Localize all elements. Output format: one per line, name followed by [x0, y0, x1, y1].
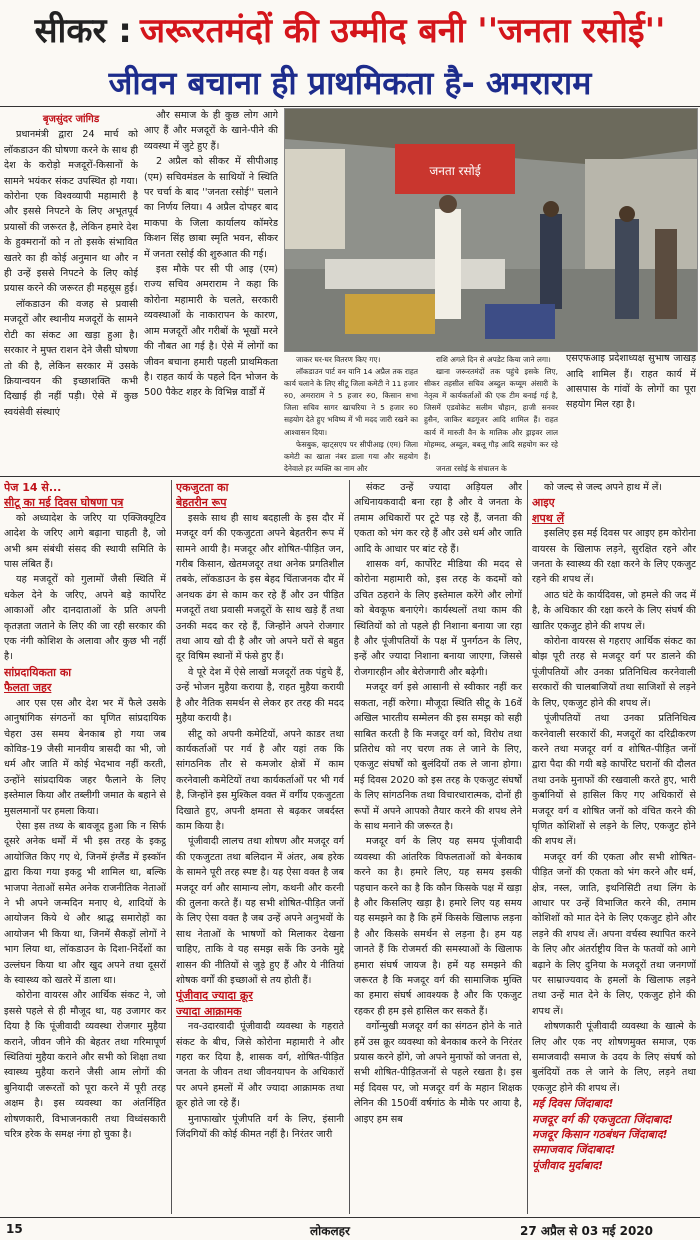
slogan: मजदूर वर्ग की एकजुटता जिंदाबाद! — [532, 1112, 674, 1126]
section-heading: बेहतरीन रूप — [176, 496, 227, 510]
headline-subtitle: जीवन बचाना ही प्राथमिकता है- अमराराम — [108, 64, 592, 102]
section-heading: सांप्रदायिकता का — [4, 665, 72, 679]
article-paragraph: यह मजदूरों को गुलामों जैसी स्थिति में धकेल देने के जरिए, अपने बड़े कार्पोरेट आकाओं और दानदाताओं के प्रति अपनी कृतज्ञता जताने के लिए की जा रही सरकार की एक नंगी कोशिश के अलावा और कुछ भी नहीं है। — [4, 574, 166, 663]
publication-name: लोकलहर — [310, 1224, 350, 1238]
article-paragraph: आठ घंटे के कार्यदिवस, जो हमले की जद में है, के अधिकार की रक्षा करने के लिए संघर्ष की खातिर एकजुट होने की शपथ लें। — [532, 589, 696, 632]
article-paragraph: को जल्द से जल्द अपने हाथ में लें। — [544, 482, 663, 493]
article-paragraph: लॉकडाउन की वजह से प्रवासी मजदूरों और स्थानीय मजदूरों के सामने रोटी का संकट आ खड़ा हुआ है। सरकार ने मुफ्त राशन देने जैसी घोषणा तो की है, लेकिन सरकार में उसके क्रियान्वयन की इच्छाशक्ति कभी दिखाई ही नहीं पड़ी। ऐसे में कुछ स्वयंसेवी संस्थाएं — [4, 298, 138, 418]
article-paragraph: वे पूरे देश में ऐसे लाखों मजदूरों तक पंहुचे हैं, उन्हें भोजन मुहैया कराया है, राहत मुहैया करायी है और नैतिक समर्थन से लेकर हर तरह की मदद मुहैया करायी है। — [176, 666, 344, 725]
column-rule — [171, 480, 172, 1214]
article-paragraph: मजदूर वर्ग की एकता और सभी शोषित-पीड़ित जनों की एकता को भंग करने और धर्म, क्षेत्र, नस्ल, जाति, इथनिसिटी तथा लिंग के आधार पर उन्हें विभाजित करने की, तमाम कोशिशों को मात देने के लिए एकजुट होने और लड़ने की शपथ लें। अपना वर्चस्व स्थापित करने के लिए और अंतर्राष्ट्रीय वित्त के फतवों को आगे बढ़ाने के लिए दुनिया के मजदूरों तथा जनगणों पर साम्राज्यवाद के हमलों के खिलाफ लड़ने तथा उन्हें मात देने के लिए, एकजुट होने की शपथ लें। — [532, 851, 696, 1017]
article-paragraph: मुनाफाखोर पूंजीपति वर्ग के लिए, इंसानी जिंदगियों की कोई कीमत नहीं है। निरंतर जारी — [176, 1113, 344, 1141]
section-heading: पेज 14 से... — [4, 481, 62, 494]
article-paragraph: जनता रसोई के संचालन के — [436, 463, 507, 473]
article-paragraph: खाना जरूरतमंदों तक पहुंचे इसके लिए, सीकर तहसील सचिव अब्दुल कय्यूम अंसारी के नेतृत्व में कार्यकर्ताओं की एक टीम बनाई गई है, जिसमें एडवोकेट सलीम चौहान, हाजी सनवर हुसैन, जाकिर बडगूजर आदि शामिल हैं। राहत कार्य में मारुती वैन के मालिक और ड्राइवर लाल मोहम्मद, अब्दुल, बबलू गौड़ आदि सहयोग कर रहे हैं। — [424, 367, 558, 461]
article-paragraph: नव-उदारवादी पूंजीवादी व्यवस्था के गहराते संकट के बीच, जिसे कोरोना महामारी ने और गहरा कर दिया है, शासक वर्ग, शोषित-पीड़ित जनता के जीवन तथा जीवनयापन के अधिकारों पर अपने हमलों में और ज्यादा आक्रामक तथा क्रूर होते जा रहे हैं। — [176, 1021, 344, 1110]
slogan: समाजवाद जिंदाबाद! — [532, 1143, 616, 1157]
issue-date: 27 अप्रैल से 03 मई 2020 — [520, 1224, 653, 1238]
section-heading: सीटू का मई दिवस घोषणा पत्र — [4, 496, 124, 510]
section-heading: पूंजीवाद ज्यादा क्रूर — [176, 989, 253, 1003]
lower-column-2 — [176, 480, 344, 1214]
section-heading: फैलता जहर — [4, 681, 52, 695]
article-paragraph: कोरोना वायरस से गहराए आर्थिक संकट का बोझ पूरी तरह से मजदूर वर्ग पर डालने की पूंजीपतियों और उनका प्रतिनिधित्व करनेवाली सरकारों की चालबाजियों तथा साजिशों से लड़ने के लिए, एकजुट होने की शपथ लें। — [532, 636, 696, 709]
section-heading: ज्यादा आक्रामक — [176, 1004, 242, 1018]
article-paragraph: आर एस एस और देश भर में फैले उसके आनुषांगिक संगठनों का घृणित सांप्रदायिक चेहरा उस समय बेनकाब हो गया जब कोविड-19 जैसी मानवीय त्रासदी का भी, जो धर्म और जाति में कोई भेदभाव नहीं करती, उन्होंने सांप्रदायिक जहर फैलाने के लिए इस्तेमाल किया और तब्लीगी जमात के बहाने से मुसलमानों पर हमला किया। — [4, 697, 166, 817]
column-rule — [527, 480, 528, 1214]
article-paragraph: शासक वर्ग, कार्पोरेट मीडिया की मदद से कोरोना महामारी को, इस तरह के कदमों को उचित ठहराने के लिए इस्तेमाल करेंगे और लोगों को बेवकूफ बनाएंगे। कार्यस्थलों तथा काम की स्थितियों को तो पहले ही निशाना बनाया जा रहा है और पूंजीपतियों के पक्ष में पुनर्गठन के लिए, इन्हें और ज्यादा निशाना बनाया जाएगा, जिससे रोजगारहीन और बेरोजगारी और बढ़ेगी। — [354, 559, 522, 678]
article-paragraph: मजदूर वर्ग इसे आसानी से स्वीकार नहीं कर सकता, नहीं करेगा। मौजूदा स्थिति सीटू के 16वें अखिल भारतीय सम्मेलन की इस समझ को सही साबित करती है कि मजदूर वर्ग को, विरोध तथा प्रतिरोध को नए चरण तक ले जाने के लिए, एकजुट संघर्षों को बुलंदियों तक ले जाना होगा। मई दिवस 2020 को इस तरह के एकजुट संघर्षों के लिए सांगठनिक तथा विचारधारात्मक, दोनों ही रूपों में अपने आपको तैयार करने की शपथ लेने के साथ मनाने की जरूरत है। — [354, 682, 522, 832]
article-paragraph: पूंजीवादी लालच तथा शोषण और मजदूर वर्ग की एकजुटता तथा बलिदान में अंतर, अब हरेक के सामने पूरी तरह स्पष्ट है। यह ऐसा वक्त है जब मजदूर वर्ग और सामान्य लोग, कथनी और करनी की तुलना करते हैं। यह सभी शोषित-पीड़ित जनों के लिए ऐसा वक्त है जब उन्हें अपने अनुभवों के साथ नेताओं के भाषणों को मिलाकर देखना चाहिए, ताकि वे यह समझ सकें कि उनके मुद्दे शासन की नीतियों से जुड़े हुए हैं और ये नीतियां शोषक वर्गों की इच्छाओं से तय होती हैं। — [176, 836, 344, 986]
article-paragraph: कोरोना वायरस और आर्थिक संकट ने, जो इससे पहले से ही मौजूद था, यह उजागर कर दिया है कि पूंजीवादी व्यवस्था रोजगार मुहैया कराने, जीवन जीने की बेहतर तथा गरिमापूर्ण स्थितियां मुहैया कराने और सभी को शिक्षा तथा स्वास्थ्य मुहैया कराने जैसी आम लोगों की बुनियादी जरूरतों को पूरा करने में पूरी तरह अक्षम है। इस व्यवस्था का अंतर्निहित शोषणकारी, विभाजनकारी तथा विध्वंसकारी चरित्र हरेक के समक्ष नंगा हो चुका है। — [4, 990, 166, 1141]
article-paragraph: मजदूर वर्ग के लिए यह समय पूंजीवादी व्यवस्था की आंतरिक विफलताओं को बेनकाब करने का है। हमारे लिए, यह समय इसकी पहचान करने का है कि कौन किसके पक्ष में खड़ा है और किसलिए खड़ा है। हमारे लिए यह समय यह समझने का है कि हमें किसके खिलाफ लड़ना है और किसके समर्थन से लड़ना है। हम यह जानते हैं कि रोजमर्रा की समस्याओं के खिलाफ हमारा संघर्ष जायज है। हमें यह समझने की जरूरत है कि मजदूर वर्ग की सामाजिक मुक्ति का हमारा संघर्ष आवश्यक है और कि एकजुट रहकर ही हम इसे हासिल कर सकते हैं। — [354, 836, 522, 1017]
headline-title: जरूरतमंदों की उम्मीद बनी ''जनता रसोई'' — [139, 11, 666, 51]
page-number: 15 — [6, 1222, 23, 1236]
slogan: पूंजीवाद मुर्दाबाद! — [532, 1158, 604, 1172]
article-paragraph: इसलिए इस मई दिवस पर आइए हम कोरोना वायरस के खिलाफ लड़ने, सुरक्षित रहने और जनता के स्वास्थ्य की रक्षा करने के लिए एकजुट रहने की शपथ लें। — [532, 528, 696, 586]
section-divider — [0, 476, 700, 477]
section-heading: आइए — [532, 496, 555, 510]
article-paragraph: 2 अप्रैल को सीकर में सीपीआइ (एम) सचिवमंडल के साथियों ने स्थिति पर चर्चा के बाद ''जनता रसोई'' चलाने का निर्णय लिया। 4 अप्रैल दोपहर बाद माकपा के जिला कार्यालय कॉमरेड किशन सिंह छाबा स्मृति भवन, सीकर में जनता रसोई की शुरुआत की गई। — [144, 156, 278, 260]
article-column-4 — [424, 354, 558, 474]
article-paragraph: वर्गोन्मुखी मजदूर वर्ग का संगठन होने के नाते हमें उस क्रूर व्यवस्था को बेनकाब करने के निरंतर प्रयास करने होंगे, जो अपने मुनाफों को जनता से, सभी शोषित-पीड़ितजनों से पहले रखता है। इस मई दिवस पर, जो मजदूर वर्ग के महान शिक्षक लेनिन की 150वीं वर्षगांठ के मौके पर आया है, आइए हम सब — [354, 1021, 522, 1125]
article-paragraph: प्रधानमंत्री द्वारा 24 मार्च को लॉकडाउन की घोषणा करने के साथ ही देश के करोड़ो मजदूरों-किसानों के सामने भयंकर संकट उपस्थित हो गया। कोरोना एक विश्वव्यापी महामारी है और इससे निपटने के लिए अभूतपूर्व प्रयासों की जरूरत है, लेकिन हमारे देश के हुक्मरानों को न तो इसके संभावित खतरे का ही कोई अनुमान था और न ही उन्हें इससे निपटने के लिए कोई प्रयास करने की जरूरत ही महसूस हुई। — [4, 129, 138, 295]
headline-place: सीकर : — [34, 11, 132, 51]
article-paragraph: पूंजीपतियों तथा उनका प्रतिनिधित्व करनेवाली सरकारों की, मजदूरों का दरिद्रीकरण करने तथा मजदूर वर्ग व शोषित-पीड़ित जनों द्वारा पैदा की गयी बड़े कार्पोरेट घरानों की दौलत तथा उनके मुनाफों की रखवाली करते हुए, भारी कुर्बानियों से हासिल किए गए अधिकारों से मजदूर वर्ग व शोषित जनों को वंचित करने की घृणित कोशिशों से लड़ने के लिए, एकजुट होने की शपथ लें। — [532, 713, 696, 848]
kitchen-photo — [284, 108, 698, 352]
article-paragraph: इसके साथ ही साथ बदहाली के इस दौर में मजदूर वर्ग की एकजुटता अपने बेहतरीन रूप में सामने आयी है। मजदूर और शोषित-पीड़ित जन, गरीब किसान, खेतमजदूर तथा अनेक प्रगतिशील तबके, लॉकडाउन के इस बेहद चिंताजनक दौर में अनथक ढंग से काम कर रहे हैं और उन पीड़ित मजदूरों तथा प्रवासी मजदूरों के साथ खड़े हैं तथा उनकी मदद कर रहे हैं, जिन्होंने अपने रोजगार तथा आय खो दी है और जो अपने घरों से बहुत दूर विषिम स्थानों में फंसे हुए हैं। — [176, 512, 344, 663]
slogan: मजदूर किसान गठबंधन जिंदाबाद! — [532, 1128, 668, 1142]
article-paragraph: लॉकडाउन पार्ट वन यानि 14 अप्रैल तक राहत कार्य चलाने के लिए सीटू जिला कमेटी ने 11 हजार रु0, अमराराम ने 5 हजार रु0, किसान सभा जिला सचिव सागर खाचरिया ने 5 हजार रु0 सहयोग देते हुए भविष्य में भी मदद जारी रखने का आश्वासन दिया। — [284, 367, 418, 437]
article-column-3 — [284, 354, 418, 474]
article-paragraph: फेसबुक, व्हाट्सएप पर सीपीआइ (एम) जिला कमेटी का खाता नंबर डाला गया और सहयोग देनेवाले हर व्यक्ति का नाम और — [284, 439, 418, 473]
article-paragraph: और समाज के ही कुछ लोग आगे आए हैं और मजदूरों के खाने-पीने की व्यवस्था में जुटे हुए हैं। — [144, 110, 278, 152]
article-paragraph: एसएफआइ प्रदेशाध्यक्ष सुभाष जाखड़ आदि शामिल हैं। राहत कार्य में आसपास के गांवों के लोगों का पूरा सहयोग मिल रहा है। — [566, 353, 696, 411]
column-rule — [349, 480, 350, 1214]
article-paragraph: इस मौके पर सी पी आइ (एम) राज्य सचिव अमराराम ने कहा कि कोरोना महामारी के चलते, सरकारी व्यवस्थाओं के नाकारापन के कारण, आम मजदूरों और गरीबों के भूखों मरने की नौबत आ गई है। ऐसे में लोगों का जीवन बचाना हमारी पहली प्राथमिकता है। राहत कार्य के पहले दिन भोजन के 500 पैकेट शहर के विभिन्न वार्डों में — [144, 264, 278, 399]
article-paragraph: शोषणकारी पूंजीवादी व्यवस्था के खात्मे के लिए और एक नए शोषणमुक्त समाज, एक समाजवादी समाज के उदय के लिए संघर्ष को बुलंदियों तक ले जाने के लिए, लड़ने तथा एकजुट होने की शपथ लें। — [532, 1021, 696, 1094]
footer — [0, 1220, 700, 1240]
lower-column-1 — [4, 480, 166, 1214]
article-column-1 — [4, 112, 138, 474]
article-paragraph: को अध्यादेश के जरिए या एक्जिक्यूटिव आदेश के जरिए आगे बढ़ाना चाहती है, जो अभी श्रम संबंधी संसद की स्थायी समिति के पास लंबित हैं। — [4, 512, 166, 571]
section-heading: एकजुटता का — [176, 481, 229, 494]
byline: बृजसुंदर जांगिड — [42, 114, 100, 125]
article-paragraph: संकट उन्हें ज्यादा अड़ियल और अधिनायकवादी बना रहा है और वे जनता के तमाम अधिकारों पर टूटे पड़ रहे हैं, जनता की एकता को भंग कर रहे हैं और उसे धर्म और जाति आदि के आधार पर बांट रहे हैं। — [354, 482, 522, 555]
lower-column-4 — [532, 480, 696, 1214]
kitchen-photo-image — [285, 109, 697, 351]
headline-divider — [0, 106, 700, 107]
article-column-2 — [144, 108, 278, 474]
article-paragraph: सीटू को अपनी कमेटियों, अपने काडर तथा कार्यकर्ताओं पर गर्व है और यहां तक कि सांगठनिक तौर से कमजोर क्षेत्रों में काम करनेवाली कमेटियों तथा कार्यकर्ताओं पर भी गर्व है, जिन्होंने इस मुश्किल वक्त में वर्गीय एकजुटता दिखाते हुए, अपनी क्षमता से बढ़कर जबर्दस्त काम किया है। — [176, 728, 344, 832]
photo-banner-text: जनता रसोई — [429, 164, 481, 178]
article-paragraph: राशि अगले दिन से अपडेट किया जाने लगा। — [436, 355, 551, 364]
section-heading: शपथ लें — [532, 511, 565, 525]
footer-divider — [0, 1217, 700, 1218]
article-paragraph: ऐसा इस तथ्य के बावजूद हुआ कि न सिर्फ दूसरे अनेक धर्मों में भी इस तरह के इकट्ठ आयोजित किए गए थे, जिनमें इंग्लैंड में इस्कॉन द्वारा किया गया इकट्ठ भी शामिल था, बल्कि भाजपा नेताओं समेत अनेक राजनीतिक नेताओं ने भी अपने जन्मदिन मनाए थे, शादियों के आयोजन किये थे और श्राद्ध समारोहों का आयोजन भी किया था, जिनमें सैकड़ों लोगों ने भाग लिया था, लॉकडाउन के दिशा-निर्देशों का उल्लंघन किया था और खुद अपने तथा दूसरों के स्वास्थ्य को खतरे में डाला था। — [4, 820, 166, 986]
article-paragraph: जाकर घर-घर वितरण किए गए। — [296, 355, 381, 364]
slogan: मई दिवस जिंदाबाद! — [532, 1097, 614, 1111]
lower-column-3 — [354, 480, 522, 1214]
headline-row — [0, 0, 700, 58]
